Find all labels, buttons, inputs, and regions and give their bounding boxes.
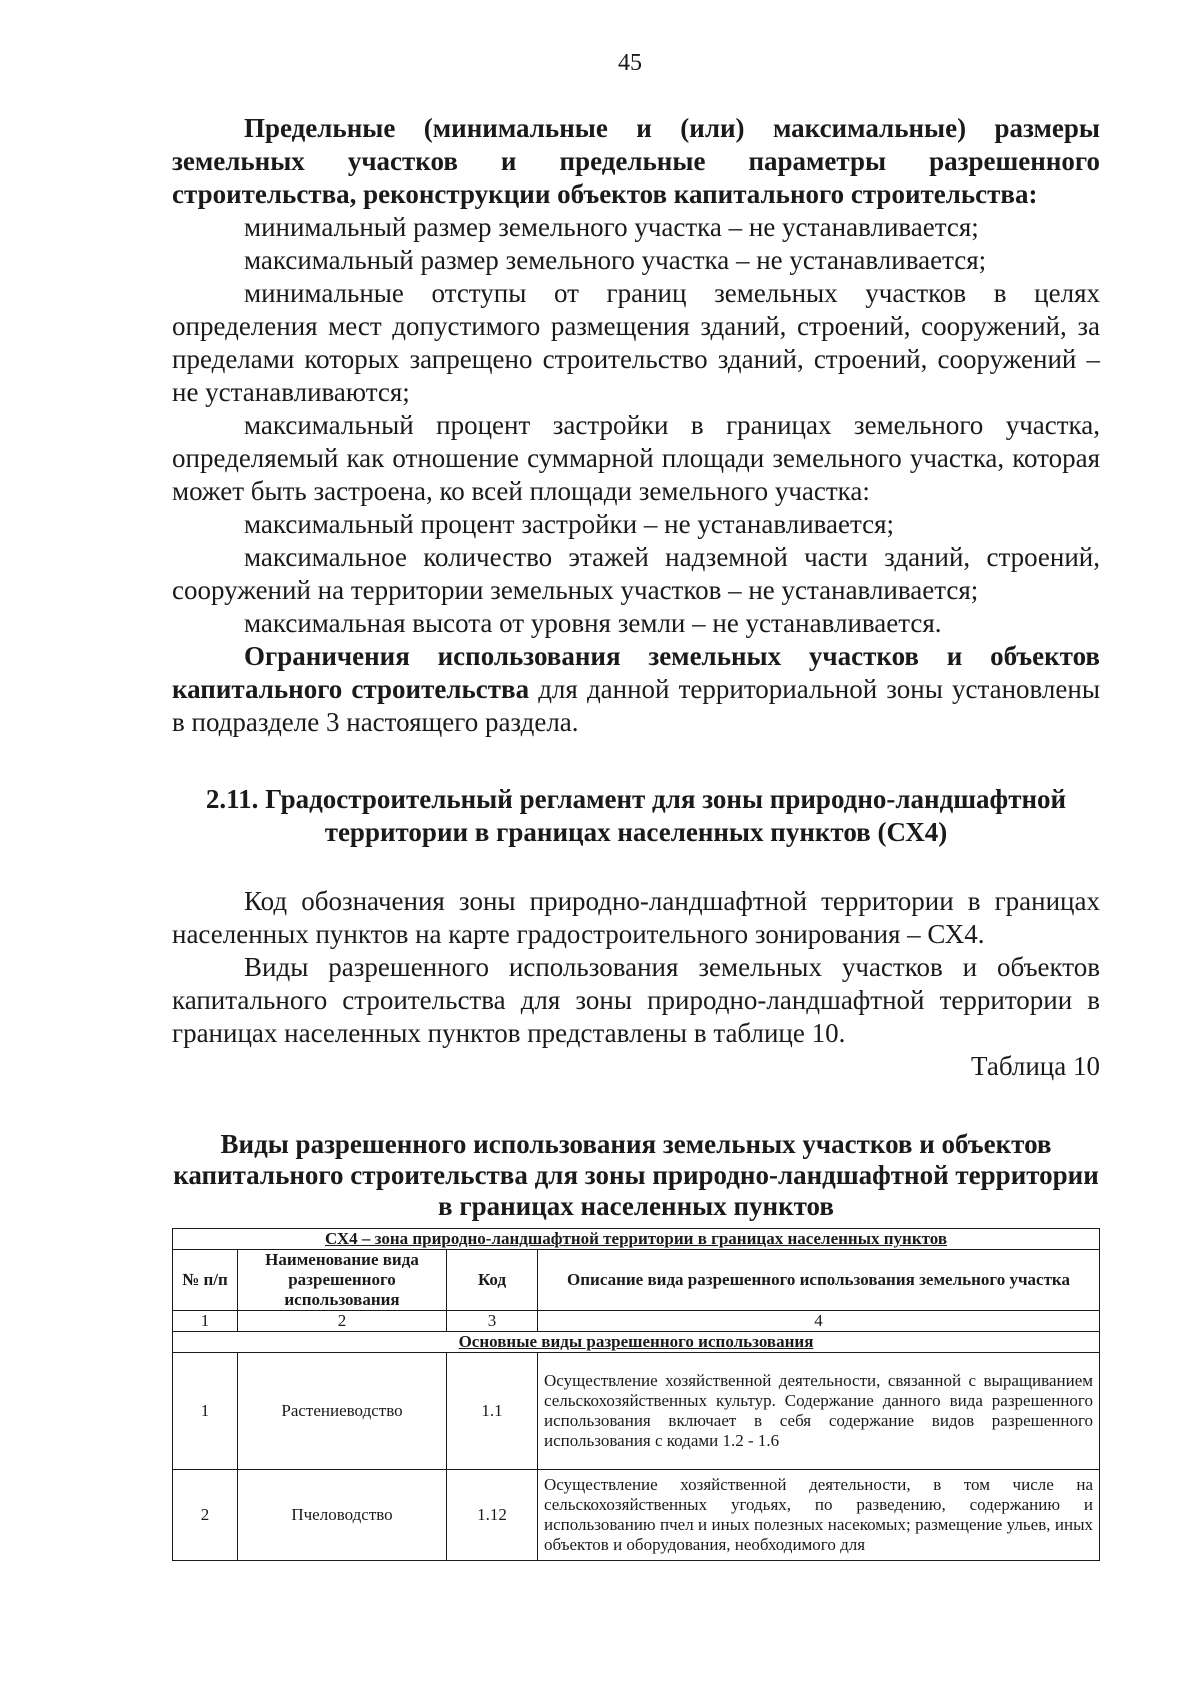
- params-heading: Предельные (минимальные и (или) максимальные) размеры земельных участков и предельные параметры разрешенного строительства, реконструкции объектов капитального строительства:: [172, 113, 1100, 209]
- param-setbacks: минимальные отступы от границ земельных участков в целях определения мест допустимого размещения зданий, строений, сооружений, за пределами которых запрещено строительство зданий, строений, сооружений – не устанавливаются;: [172, 278, 1100, 407]
- column-number: 3: [447, 1311, 538, 1332]
- column-number: 4: [538, 1311, 1100, 1332]
- table-zone-header-row: [173, 1229, 1100, 1250]
- table-subheader-row: [173, 1332, 1100, 1353]
- param-max-size: максимальный размер земельного участка – не устанавливается;: [244, 245, 987, 275]
- table-subheader: Основные виды разрешенного использования: [173, 1332, 1100, 1353]
- column-header-name: Наименование вида разрешенного использования: [238, 1250, 447, 1311]
- column-header-code: Код: [447, 1250, 538, 1311]
- column-number: 1: [173, 1311, 238, 1332]
- table-zone-header: СХ4 – зона природно-ландшафтной территории в границах населенных пунктов: [173, 1229, 1100, 1250]
- row-number: 1: [173, 1353, 238, 1470]
- table-column-numbers-row: [173, 1311, 1100, 1332]
- section-title: 2.11. Градостроительный регламент для зоны природно-ландшафтной территории в границах населенных пунктов (СХ4): [205, 784, 1067, 847]
- restrictions-rest: для данной территориальной зоны установлены в подразделе 3 настоящего раздела.: [172, 674, 1100, 737]
- param-height: максимальная высота от уровня земли – не устанавливается.: [244, 608, 942, 638]
- row-use-code: 1.1: [447, 1353, 538, 1470]
- uses-table: [172, 1228, 1100, 1561]
- column-number: 2: [238, 1311, 447, 1332]
- table-title: Виды разрешенного использования земельных участков и объектов капитального строительства для зоны природно-ландшафтной территории в границах населенных пунктов: [173, 1129, 1099, 1221]
- param-floors: максимальное количество этажей надземной части зданий, строений, сооружений на территории земельных участков – не устанавливается;: [172, 542, 1100, 605]
- row-use-description: Осуществление хозяйственной деятельности, связанной с выращиванием сельскохозяйственных культур. Содержание данного вида разрешенного использования включает в себя содержание видов разрешенного использования с кодами 1.2 - 1.6: [538, 1353, 1100, 1470]
- column-header-description: Описание вида разрешенного использования земельного участка: [538, 1250, 1100, 1311]
- row-number: 2: [173, 1470, 238, 1561]
- restrictions-paragraph: [172, 640, 1100, 739]
- param-coverage-definition: максимальный процент застройки в границах земельного участка, определяемый как отношение суммарной площади земельного участка, которая может быть застроена, ко всей площади земельного участка:: [172, 410, 1100, 506]
- row-use-name: Растениеводство: [238, 1353, 447, 1470]
- table-row: [173, 1470, 1100, 1561]
- row-use-description: Осуществление хозяйственной деятельности, в том числе на сельскохозяйственных угодьях, по разведению, содержанию и использованию пчел и иных полезных насекомых; размещение ульев, иных объектов и оборудования, необходимого для: [538, 1470, 1100, 1561]
- uses-paragraph: Виды разрешенного использования земельных участков и объектов капитального строительства для зоны природно-ландшафтной территории в границах населенных пунктов представлены в таблице 10.: [172, 952, 1100, 1048]
- zone-code-paragraph: Код обозначения зоны природно-ландшафтной территории в границах населенных пунктов на карте градостроительного зонирования – СХ4.: [172, 886, 1100, 949]
- row-use-code: 1.12: [447, 1470, 538, 1561]
- table-label: Таблица 10: [971, 1051, 1100, 1081]
- param-coverage: максимальный процент застройки – не устанавливается;: [244, 509, 895, 539]
- row-use-name: Пчеловодство: [238, 1470, 447, 1561]
- column-header-number: № п/п: [173, 1250, 238, 1311]
- table-column-header-row: [173, 1250, 1100, 1311]
- restrictions-bold: Ограничения использования земельных участков и объектов капитального строительства: [172, 641, 1100, 704]
- param-min-size: минимальный размер земельного участка – не устанавливается;: [244, 212, 979, 242]
- table-row: [173, 1353, 1100, 1470]
- document-body: [172, 112, 1100, 1222]
- page-number: 45: [618, 50, 642, 76]
